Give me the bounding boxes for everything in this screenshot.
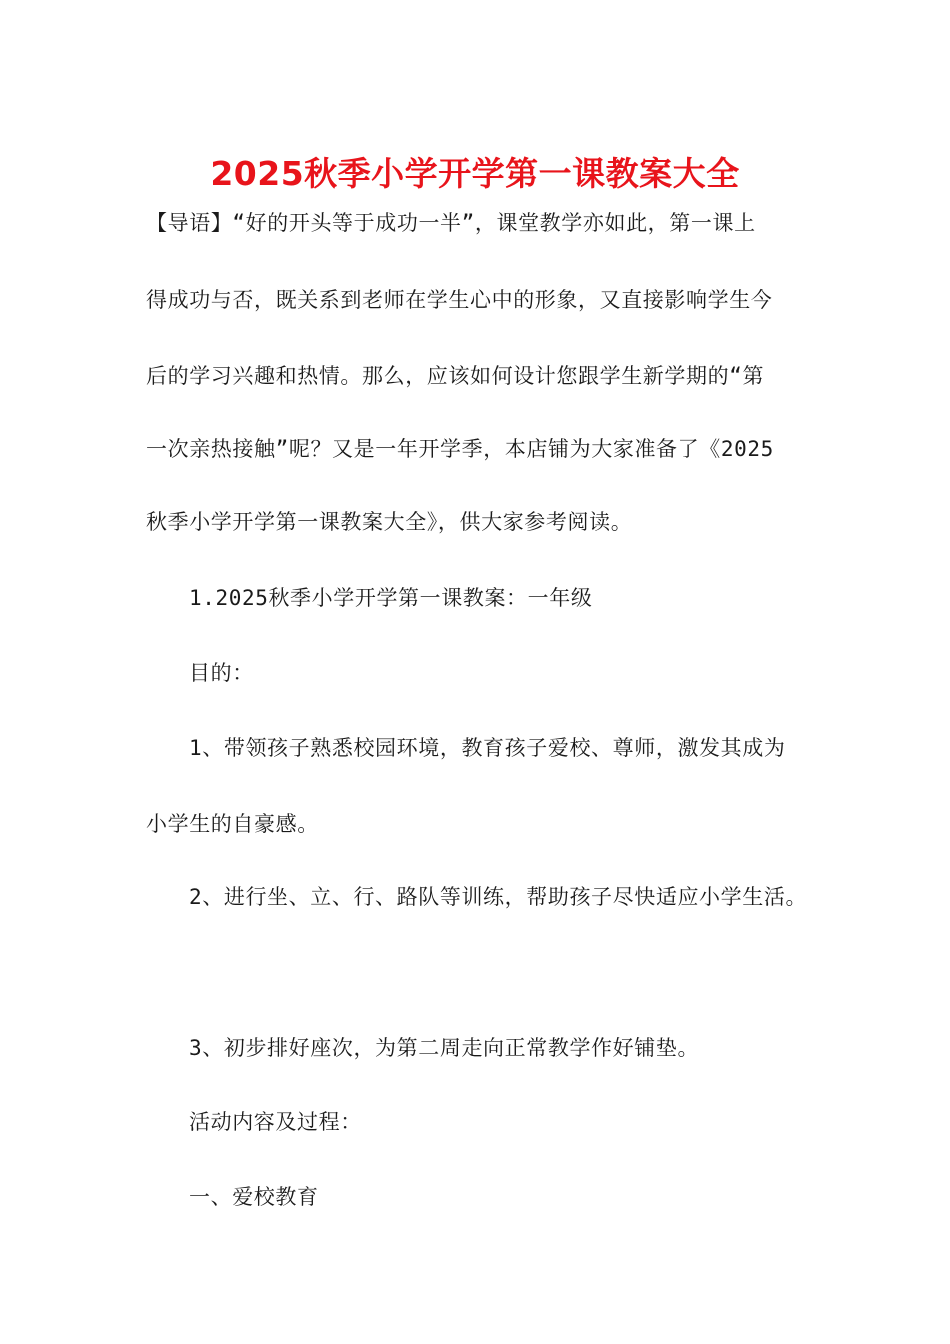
intro-line-5: 秋季小学开学第一课教案大全》，供大家参考阅读。 [146, 510, 633, 534]
goal-1-line-2: 小学生的自豪感。 [146, 812, 319, 836]
goal-1-line-1: 1、带领孩子熟悉校园环境，教育孩子爱校、尊师，激发其成为 [189, 736, 786, 760]
goal-label: 目的： [189, 661, 254, 685]
goal-2: 2、进行坐、立、行、路队等训练，帮助孩子尽快适应小学生活。 [189, 885, 808, 909]
document-title: 2025秋季小学开学第一课教案大全 [210, 154, 740, 193]
intro-line-1: 【导语】“好的开头等于成功一半”，课堂教学亦如此，第一课上 [146, 211, 756, 235]
intro-line-4: 一次亲热接触”呢？又是一年开学季，本店铺为大家准备了《2025 [146, 437, 774, 461]
activity-label: 活动内容及过程： [189, 1110, 362, 1134]
activity-1-heading: 一、爱校教育 [189, 1185, 319, 1209]
intro-line-2: 得成功与否，既关系到老师在学生心中的形象，又直接影响学生今 [146, 288, 773, 312]
section-heading: 1.2025秋季小学开学第一课教案：一年级 [189, 586, 593, 610]
goal-3: 3、初步排好座次，为第二周走向正常教学作好铺垫。 [189, 1036, 700, 1060]
intro-line-3: 后的学习兴趣和热情。那么，应该如何设计您跟学生新学期的“第 [146, 364, 765, 388]
